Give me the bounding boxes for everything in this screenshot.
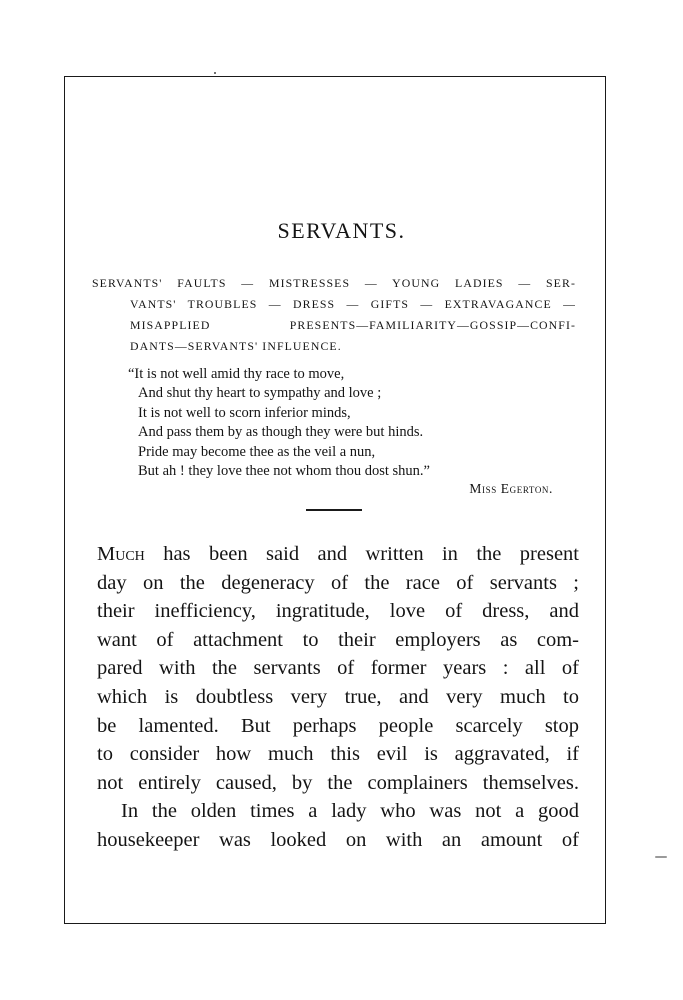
- opening-word: Much: [97, 543, 145, 565]
- body-line: be lamented. But perhaps people scarcely stop: [97, 714, 579, 737]
- print-speck: [655, 856, 667, 858]
- epigraph-poem: [128, 365, 430, 481]
- print-speck: [214, 72, 216, 74]
- attribution-initial: M: [469, 481, 482, 496]
- body-line: not entirely caused, by the complainers themselves.: [97, 771, 579, 794]
- attribution-name: iss Egerton.: [482, 481, 553, 496]
- body-line: want of attachment to their employers as com-: [97, 628, 579, 651]
- body-line: housekeeper was looked on with an amount of: [97, 828, 579, 851]
- section-divider: [306, 509, 362, 511]
- poem-verse: But ah ! they love thee not whom thou dost shun.”: [138, 463, 430, 480]
- body-line: which is doubtless very true, and very much to: [97, 685, 579, 708]
- body-line: to consider how much this evil is aggravated, if: [97, 743, 579, 766]
- poem-verse: “It is not well amid thy race to move,: [128, 366, 345, 382]
- body-line: [97, 540, 579, 569]
- synopsis-line: VANTS' TROUBLES — DRESS — GIFTS — EXTRAVAGANCE —: [130, 297, 576, 311]
- poem-verse: And pass them by as though they were but hinds.: [138, 424, 424, 441]
- chapter-synopsis: [92, 273, 582, 357]
- body-paragraphs: [97, 540, 579, 855]
- page-title: SERVANTS.: [277, 218, 406, 243]
- body-line: In the olden times a lady who was not a good: [121, 800, 579, 823]
- epigraph-attribution: [469, 481, 553, 497]
- poem-verse: And shut thy heart to sympathy and love ;: [138, 385, 382, 402]
- poem-verse: It is not well to scorn inferior minds,: [138, 404, 351, 421]
- body-line: day on the degeneracy of the race of servants ;: [97, 571, 579, 594]
- body-line: pared with the servants of former years : all of: [97, 657, 579, 680]
- synopsis-line: SERVANTS' FAULTS — MISTRESSES — YOUNG LADIES — SER-: [92, 276, 576, 290]
- synopsis-line: MISAPPLIED PRESENTS—FAMILIARITY—GOSSIP—CONFI-: [130, 318, 576, 332]
- poem-verse: Pride may become thee as the veil a nun,: [138, 443, 376, 460]
- body-line-text: has been said and written in the present: [144, 543, 579, 565]
- body-line: their inefficiency, ingratitude, love of dress, and: [97, 600, 579, 623]
- synopsis-line: DANTS—SERVANTS' INFLUENCE.: [130, 339, 342, 353]
